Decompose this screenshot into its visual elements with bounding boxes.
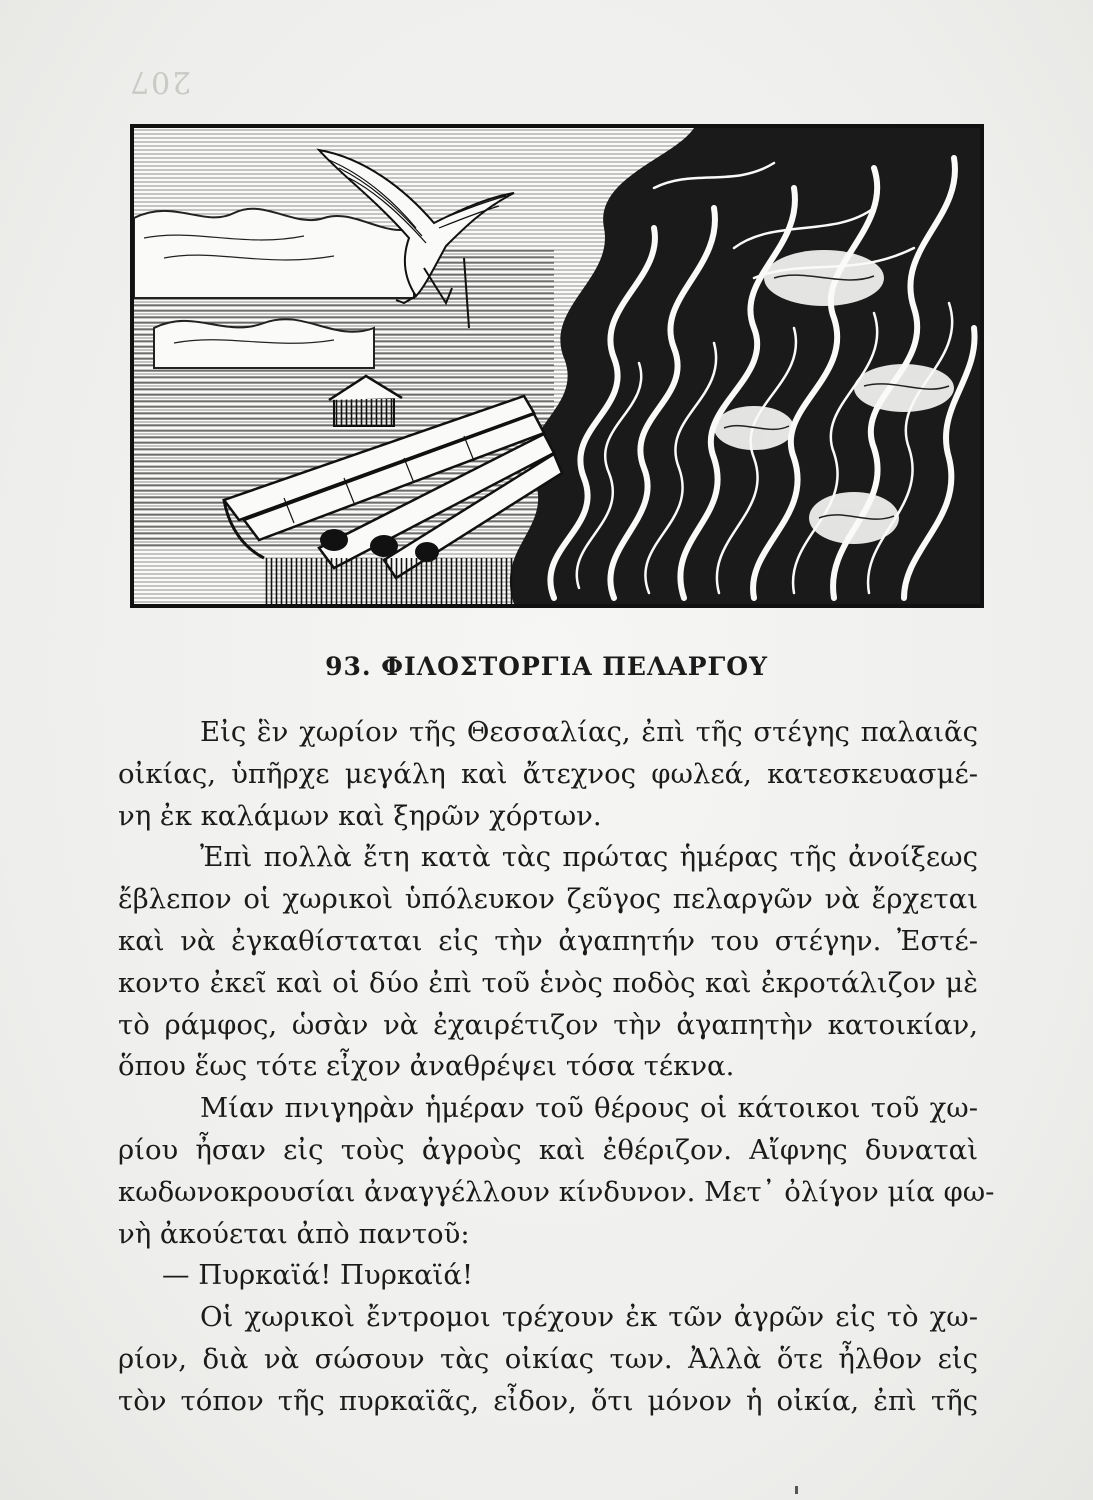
- body-text: [118, 712, 995, 1423]
- stork-over-burning-house-engraving: [134, 128, 980, 604]
- text-line: Εἰς ἓν χωρίον τῆς Θεσσαλίας, ἐπὶ τῆς στέγης παλαιᾶς: [200, 716, 978, 748]
- text-line: κωδωνοκρουσίαι ἀναγγέλλουν κίνδυνον. Μετ᾽ ὀλίγον μία φω-: [118, 1175, 995, 1208]
- text-line: Μίαν πνιγηρὰν ἡμέραν τοῦ θέρους οἱ κάτοικοι τοῦ χω-: [200, 1092, 978, 1125]
- text-line: καὶ νὰ ἐγκαθίσταται εἰς τὴν ἀγαπητήν του στέγην. Ἐστέ-: [118, 924, 978, 957]
- text-line: νὴ ἀκούεται ἀπὸ παντοῦ:: [118, 1217, 470, 1250]
- bleed-through-page-number: 207: [128, 64, 192, 99]
- chapter-title: 93. ΦΙΛΟΣΤΟΡΓΙΑ ΠΕΛΑΡΓΟΥ: [325, 652, 768, 681]
- text-line: ὅπου ἕως τότε εἶχον ἀναθρέψει τόσα τέκνα.: [118, 1050, 735, 1083]
- text-line: κοντο ἐκεῖ καὶ οἱ δύο ἐπὶ τοῦ ἑνὸς ποδὸς καὶ ἐκροτάλιζον μὲ: [118, 966, 978, 999]
- text-line: Ἐπὶ πολλὰ ἔτη κατὰ τὰς πρώτας ἡμέρας τῆς ἀνοίξεως: [200, 841, 978, 874]
- text-line: Οἱ χωρικοὶ ἔντρομοι τρέχουν ἐκ τῶν ἀγρῶν εἰς τὸ χω-: [200, 1301, 978, 1334]
- text-line: τὸν τόπον τῆς πυρκαϊᾶς, εἶδον, ὅτι μόνον ἡ οἰκία, ἐπὶ τῆς: [118, 1384, 978, 1417]
- text-line: νη ἐκ καλάμων καὶ ξηρῶν χόρτων.: [118, 799, 602, 832]
- print-mark: [795, 1486, 798, 1494]
- text-line: ρίον, διὰ νὰ σώσουν τὰς οἰκίας των. Ἀλλὰ ὅτε ἦλθον εἰς: [118, 1342, 978, 1375]
- text-line: οἰκίας, ὑπῆρχε μεγάλη καὶ ἄτεχνος φωλεά, κατεσκευασμέ-: [118, 757, 978, 790]
- illustration: [130, 124, 984, 608]
- text-line: ἔβλεπον οἱ χωρικοὶ ὑπόλευκον ζεῦγος πελαργῶν νὰ ἔρχεται: [118, 883, 978, 916]
- text-line: — Πυρκαϊά! Πυρκαϊά!: [162, 1259, 474, 1292]
- text-line: ρίου ἦσαν εἰς τοὺς ἀγροὺς καὶ ἐθέριζον. Αἴφνης δυναταὶ: [118, 1133, 978, 1166]
- text-line: τὸ ράμφος, ὡσὰν νὰ ἐχαιρέτιζον τὴν ἀγαπητὴν κατοικίαν,: [118, 1008, 978, 1041]
